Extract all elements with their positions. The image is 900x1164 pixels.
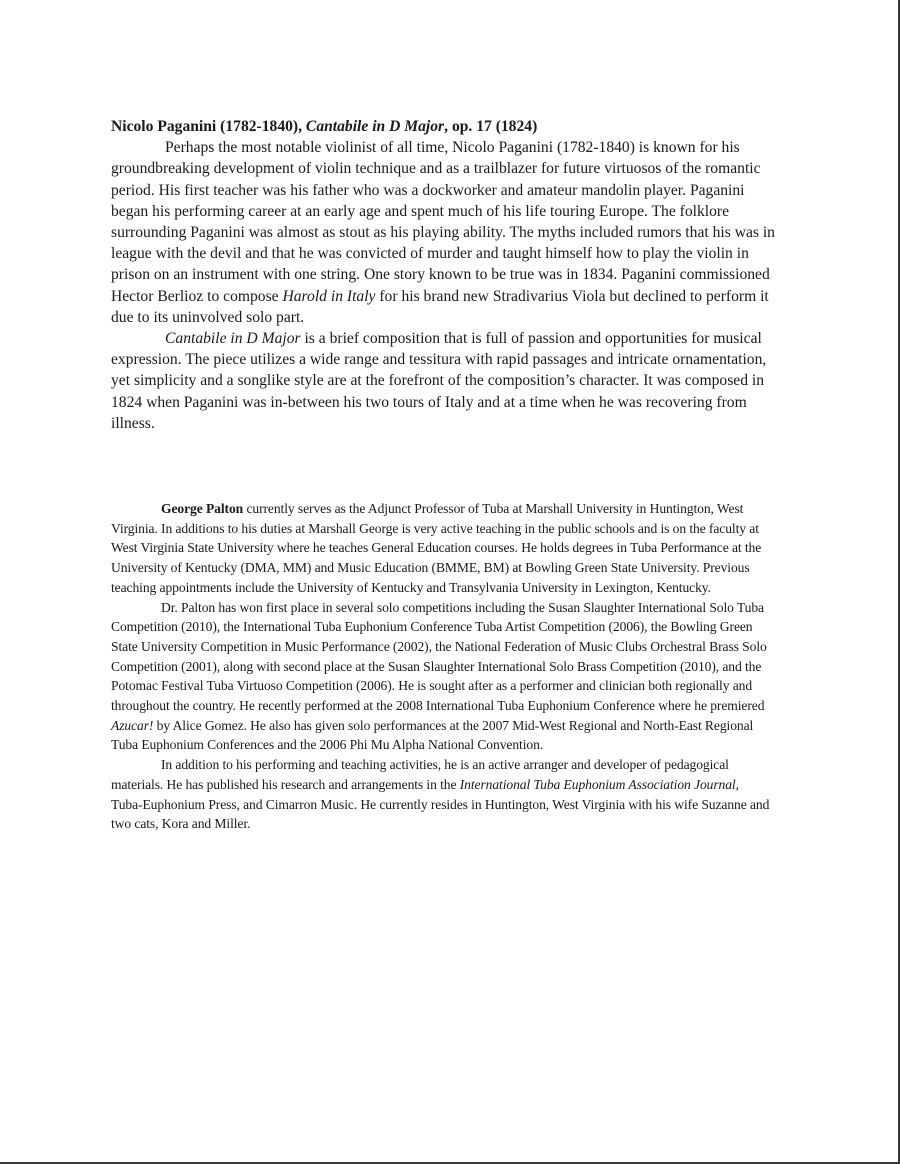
heading-opus: , op. 17 (1824) — [444, 118, 538, 135]
heading-work-title: Cantabile in D Major — [305, 118, 445, 135]
paragraph-text: for his brand new Stradivarius Viola but declined to perform it due to its uninvolved solo part. — [111, 287, 769, 326]
program-note-heading — [111, 116, 777, 137]
program-note-section — [111, 116, 777, 434]
program-note-paragraph — [111, 328, 777, 434]
paragraph-text: currently serves as the Adjunct Professor of Tuba at Marshall University in Huntington, West Virginia. In additions to his duties at Marshall George is very active teaching in the public schools and is on the faculty at West Virginia State University where he teaches General Education courses. He holds degrees in Tuba Performance at the University of Kentucky (DMA, MM) and Music Education (BMME, BM) at Bowling Green State University. Previous teaching appointments include the University of Kentucky and Transylvania University in Lexington, Kentucky. — [111, 501, 762, 595]
bio-paragraph — [111, 499, 773, 598]
paragraph-text: Dr. Palton has won first place in several solo competitions including the Susan Slaughter International Solo Tuba Competition (2010), the International Tuba Euphonium Conference Tuba Artist Competition (2006), the Bowling Green State University Competition in Music Performance (2002), the National Federation of Music Clubs Orchestral Brass Solo Competition (2001), along with second place at the Susan Slaughter International Solo Brass Competition (2010), and the Potomac Festival Tuba Virtuoso Competition (2006). He is sought after as a performer and clinician both regionally and throughout the country. He recently performed at the 2008 International Tuba Euphonium Conference where he premiered — [111, 599, 767, 714]
bio-paragraph — [111, 598, 773, 756]
performer-name: George Palton — [161, 501, 244, 516]
work-title-italic: Cantabile in D Major — [165, 330, 301, 348]
performer-bio-section — [111, 499, 773, 834]
paragraph-text: is a brief composition that is full of passion and opportunities for musical expression. The piece utilizes a wide range and tessitura with rapid passages and intricate ornamentation, yet simplicity and a songlike style are at the forefront of the composition’s character. It was composed in 1824 when Paganini was in-between his two tours of Italy and at a time when he was recovering from illness. — [111, 330, 767, 432]
paragraph-text: Perhaps the most notable violinist of all time, Nicolo Paganini (1782-1840) is known for his groundbreaking development of violin technique and as a trailblazer for future virtuosos of the romantic period. His first teacher was his father who was a dockworker and amateur mandolin player. Paganini began his performing career at an early age and spent much of his life touring Europe. The folklore surrounding Paganini was almost as stout as his playing ability. The myths included rumors that his was in league with the devil and that he was convicted of murder and taught himself how to play the violin in prison on an instrument with one string. One story known to be true was in 1834. Paganini commissioned Hector Berlioz to compose — [111, 139, 775, 305]
journal-title-italic: International Tuba Euphonium Association Journal — [459, 776, 736, 792]
heading-composer: Nicolo Paganini (1782-1840), — [111, 118, 306, 135]
paragraph-text: , Tuba-Euphonium Press, and Cimarron Music. He currently resides in Huntington, West Virginia with his wife Suzanne and two cats, Kora and Miller. — [111, 776, 770, 832]
work-title-italic: Harold in Italy — [282, 287, 376, 305]
bio-paragraph — [111, 755, 773, 834]
paragraph-text: by Alice Gomez. He also has given solo performances at the 2007 Mid-West Regional and North-East Regional Tuba Euphonium Conferences and the 2006 Phi Mu Alpha National Convention. — [111, 717, 754, 753]
paragraph-text: In addition to his performing and teaching activities, he is an active arranger and developer of pedagogical materials. He has published his research and arrangements in the — [111, 757, 729, 792]
program-note-paragraph — [111, 137, 777, 328]
work-title-italic: Azucar! — [111, 717, 154, 733]
